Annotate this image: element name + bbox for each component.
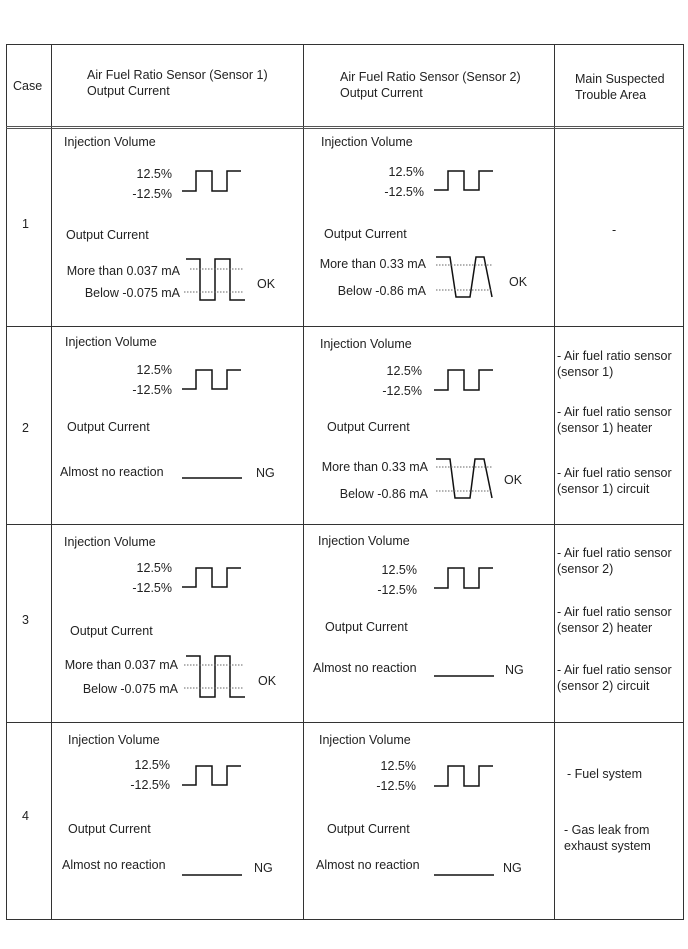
injection-volume-label: Injection Volume	[68, 733, 160, 747]
high-threshold-label: More than 0.33 mA	[321, 460, 428, 474]
trouble-area-item: - Air fuel ratio sensor (sensor 1)	[557, 349, 672, 379]
injection-square-wave	[434, 766, 493, 786]
injection-square-wave	[434, 370, 493, 390]
no-reaction-label: Almost no reaction	[316, 858, 420, 872]
injection-volume-label: Injection Volume	[64, 135, 156, 149]
output-current-wave	[186, 259, 245, 300]
injection-square-wave	[182, 370, 241, 389]
plus-label: 12.5%	[134, 758, 170, 772]
trouble-area-item: - Fuel system	[567, 767, 643, 781]
high-threshold-label: More than 0.037 mA	[66, 264, 180, 278]
ok-result: OK	[504, 473, 523, 487]
minus-label: -12.5%	[376, 779, 416, 793]
header-sensor2: Air Fuel Ratio Sensor (Sensor 2) Output Current	[340, 70, 521, 100]
plus-label: 12.5%	[136, 167, 172, 181]
low-threshold-label: Below -0.075 mA	[82, 682, 178, 696]
trouble-area-item: - Air fuel ratio sensor (sensor 2) circuit	[557, 663, 672, 693]
output-current-label: Output Current	[70, 624, 153, 638]
low-threshold-label: Below -0.86 mA	[339, 487, 428, 501]
trouble-area-item: - Air fuel ratio sensor (sensor 1) circuit	[557, 466, 672, 496]
ng-result: NG	[254, 861, 273, 875]
header-case: Case	[13, 79, 43, 93]
minus-label: -12.5%	[132, 383, 172, 397]
injection-square-wave	[182, 766, 241, 785]
trouble-area-item: - Air fuel ratio sensor (sensor 2)	[557, 546, 672, 576]
injection-square-wave	[182, 568, 241, 587]
no-reaction-label: Almost no reaction	[313, 661, 417, 675]
injection-volume-label: Injection Volume	[318, 534, 410, 548]
minus-label: -12.5%	[130, 778, 170, 792]
minus-label: -12.5%	[382, 384, 422, 398]
minus-label: -12.5%	[132, 187, 172, 201]
case-number: 4	[22, 809, 29, 823]
minus-label: -12.5%	[132, 581, 172, 595]
injection-volume-label: Injection Volume	[321, 135, 413, 149]
trouble-area-item: -	[612, 223, 617, 237]
plus-label: 12.5%	[136, 363, 172, 377]
ng-result: NG	[256, 466, 275, 480]
low-threshold-label: Below -0.86 mA	[337, 284, 426, 298]
output-current-label: Output Current	[327, 822, 410, 836]
case-number: 1	[22, 217, 29, 231]
output-current-label: Output Current	[324, 227, 407, 241]
ng-result: NG	[503, 861, 522, 875]
case-number: 2	[22, 421, 29, 435]
ok-result: OK	[258, 674, 277, 688]
injection-square-wave	[434, 171, 493, 190]
injection-volume-label: Injection Volume	[319, 733, 411, 747]
ok-result: OK	[509, 275, 528, 289]
high-threshold-label: More than 0.037 mA	[64, 658, 178, 672]
plus-label: 12.5%	[380, 759, 416, 773]
trouble-area-item: - Air fuel ratio sensor (sensor 1) heater	[557, 405, 672, 435]
injection-volume-label: Injection Volume	[320, 337, 412, 351]
high-threshold-label: More than 0.33 mA	[319, 257, 426, 271]
output-current-label: Output Current	[325, 620, 408, 634]
header-sensor1: Air Fuel Ratio Sensor (Sensor 1) Output Current	[87, 68, 268, 98]
plus-label: 12.5%	[381, 563, 417, 577]
output-current-label: Output Current	[67, 420, 150, 434]
output-current-label: Output Current	[66, 228, 149, 242]
case-number: 3	[22, 613, 29, 627]
output-current-label: Output Current	[68, 822, 151, 836]
no-reaction-label: Almost no reaction	[62, 858, 166, 872]
output-current-wave	[436, 257, 492, 297]
ok-result: OK	[257, 277, 276, 291]
minus-label: -12.5%	[377, 583, 417, 597]
low-threshold-label: Below -0.075 mA	[84, 286, 180, 300]
injection-square-wave	[182, 171, 241, 191]
injection-volume-label: Injection Volume	[65, 335, 157, 349]
no-reaction-label: Almost no reaction	[60, 465, 164, 479]
trouble-area-item: - Gas leak from exhaust system	[564, 823, 651, 853]
output-current-wave	[186, 656, 245, 697]
injection-square-wave	[434, 568, 493, 588]
injection-volume-label: Injection Volume	[64, 535, 156, 549]
output-current-wave	[436, 459, 492, 498]
plus-label: 12.5%	[386, 364, 422, 378]
plus-label: 12.5%	[136, 561, 172, 575]
plus-label: 12.5%	[388, 165, 424, 179]
ng-result: NG	[505, 663, 524, 677]
trouble-area-item: - Air fuel ratio sensor (sensor 2) heater	[557, 605, 672, 635]
header-trouble: Main Suspected Trouble Area	[575, 72, 665, 102]
output-current-label: Output Current	[327, 420, 410, 434]
minus-label: -12.5%	[384, 185, 424, 199]
